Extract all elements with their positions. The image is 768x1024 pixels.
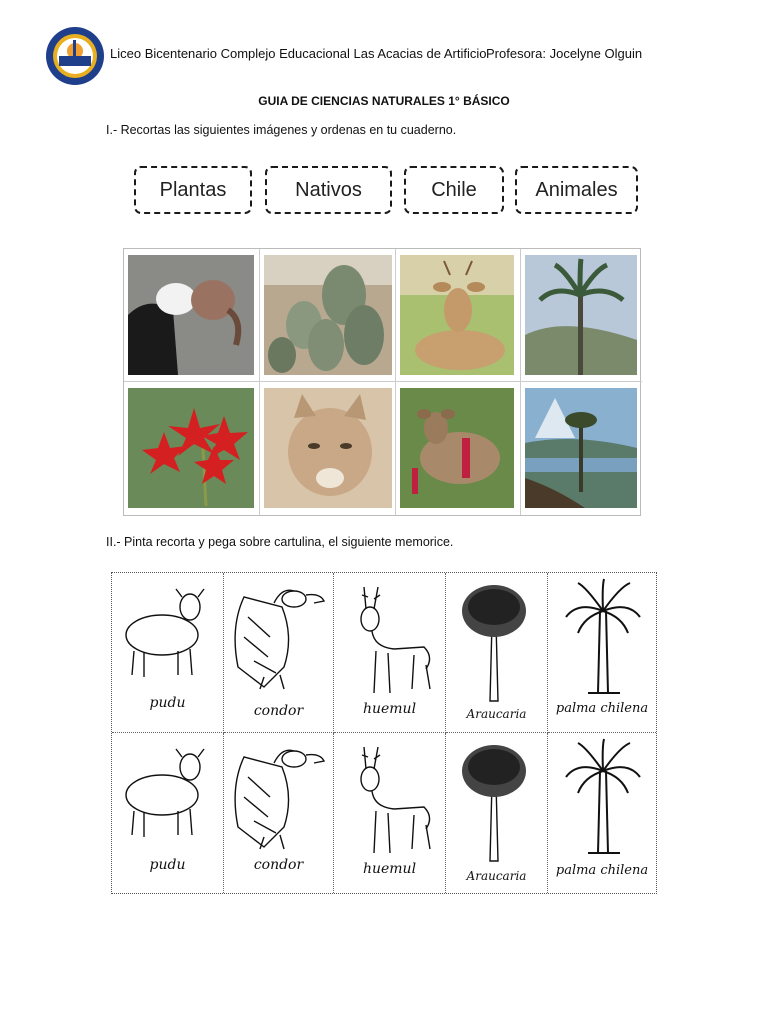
araucaria-drawing (446, 577, 548, 705)
huemul-drawing (334, 737, 446, 857)
memo-card-pudu (112, 573, 224, 733)
memo-card-huemul (334, 733, 446, 893)
memo-label-palma-chilena: palma chilena (555, 863, 649, 878)
condor-drawing (224, 737, 334, 853)
memo-card-araucaria (446, 573, 548, 733)
pudu-drawing (112, 577, 224, 687)
memo-card-palma-chilena (548, 573, 656, 733)
memo-label-condor: condor (253, 703, 304, 719)
photo-condor (124, 249, 260, 382)
palma-chilena-drawing (548, 737, 656, 861)
memo-card-condor (224, 573, 334, 733)
memo-label-pudu: pudu (149, 695, 186, 711)
huemul-drawing (334, 577, 446, 697)
school-logo (45, 26, 105, 86)
photo-palma-chilena (521, 249, 642, 382)
memo-label-palma-chilena: palma chilena (555, 701, 649, 716)
memo-label-huemul: huemul (362, 861, 417, 877)
category-box-animales: Animales (515, 166, 638, 214)
memo-label-araucaria: Araucaria (466, 869, 527, 883)
araucaria-drawing (446, 737, 548, 865)
category-box-plantas: Plantas (134, 166, 252, 214)
photo-araucaria (521, 382, 642, 515)
memo-card-huemul (334, 573, 446, 733)
guide-title: GUIA DE CIENCIAS NATURALES 1° BÁSICO (258, 94, 510, 108)
category-box-chile: Chile (404, 166, 504, 214)
memo-card-pudu (112, 733, 224, 893)
photo-pudu (396, 382, 521, 515)
palma-chilena-drawing (548, 577, 656, 701)
photo-flor-roja (124, 382, 260, 515)
memory-game-grid (111, 572, 657, 894)
memo-card-palma-chilena (548, 733, 656, 893)
photo-puma (260, 382, 396, 515)
condor-drawing (224, 577, 334, 693)
photo-cactus (260, 249, 396, 382)
memo-label-huemul: huemul (362, 701, 417, 717)
category-box-nativos: Nativos (265, 166, 392, 214)
memo-card-condor (224, 733, 334, 893)
memo-card-araucaria (446, 733, 548, 893)
instruction-1: I.- Recortas las siguientes imágenes y ordenas en tu cuaderno. (106, 123, 457, 137)
school-name: Liceo Bicentenario Complejo Educacional Las Acacias de Artificio (110, 46, 487, 61)
photo-grid (123, 248, 641, 516)
instruction-2: II.- Pinta recorta y pega sobre cartulina, el siguiente memorice. (106, 535, 454, 549)
memo-label-pudu: pudu (149, 857, 186, 873)
photo-huemul (396, 249, 521, 382)
memo-label-araucaria: Araucaria (466, 707, 527, 721)
teacher-name: Profesora: Jocelyne Olguin (486, 46, 643, 61)
pudu-drawing (112, 737, 224, 847)
memo-label-condor: condor (253, 857, 304, 873)
